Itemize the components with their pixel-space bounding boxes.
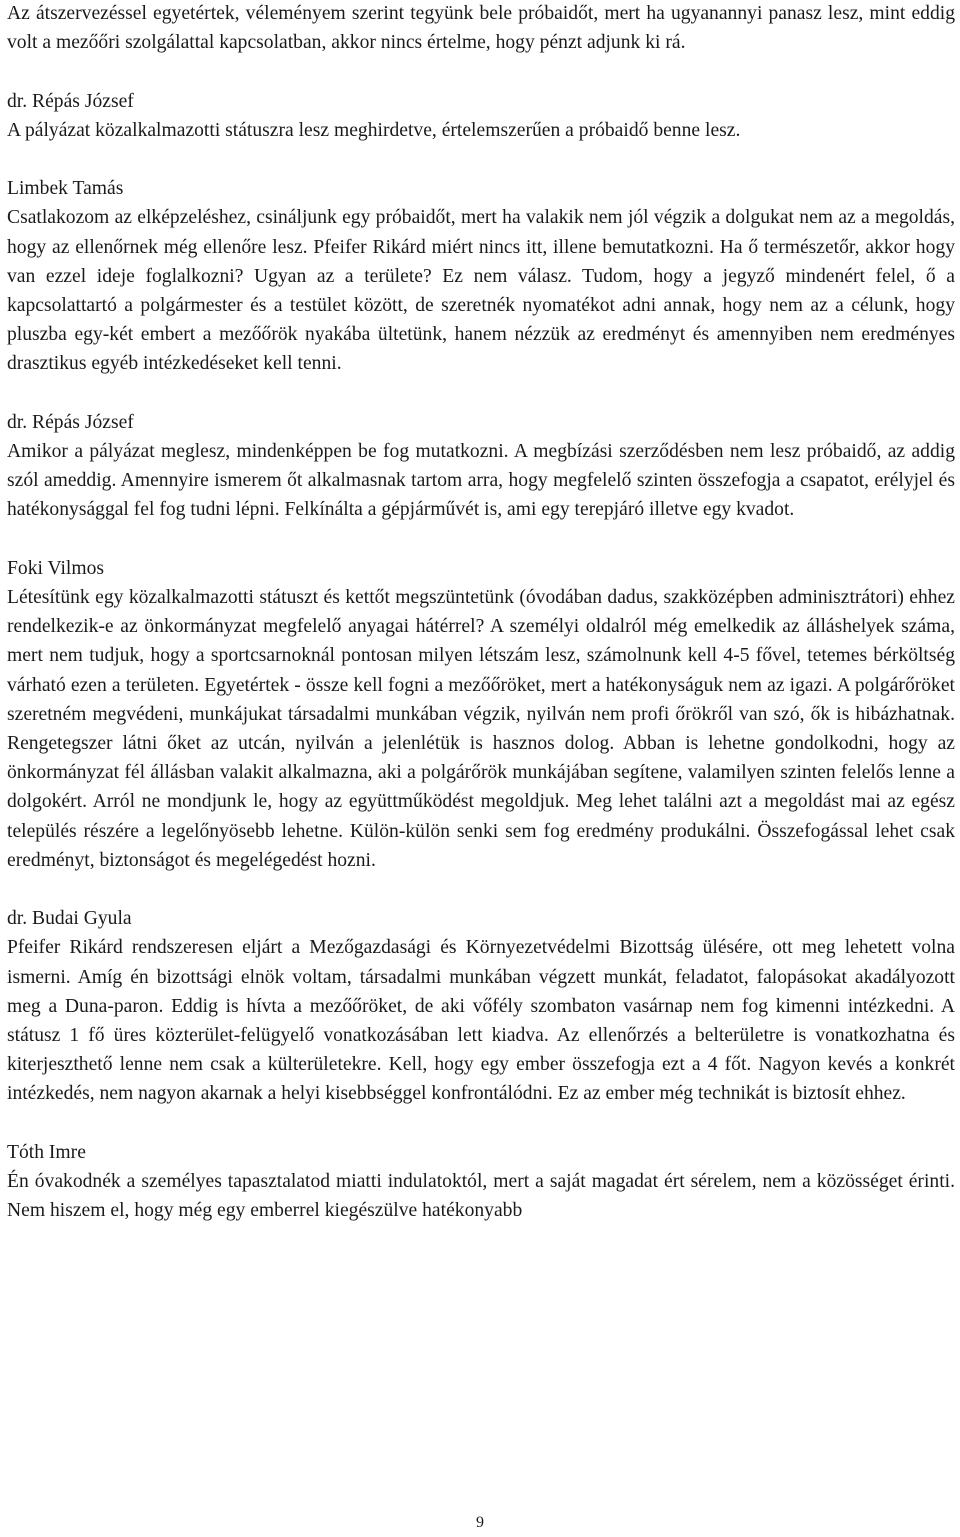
section-limbek (7, 174, 955, 378)
speaker-name: dr. Répás József (7, 411, 134, 433)
section-repas-1 (7, 87, 955, 145)
speech-paragraph: A pályázat közalkalmazotti státuszra lesz meghirdetve, értelemszerűen a próbaidő benne lesz. (7, 119, 741, 141)
speaker-name: Limbek Tamás (7, 178, 124, 200)
page-number: 9 (476, 1514, 484, 1531)
speaker-name: dr. Budai Gyula (7, 908, 132, 930)
speaker-name: dr. Répás József (7, 90, 134, 112)
speech-paragraph: Létesítünk egy közalkalmazotti státuszt és kettőt megszüntetünk (óvodában dadus, szakközépben adminisztrátori) ehhez rendelkezik-e az önkormányzat megfelelő anyagai hátérrel? A személyi oldalról még emelkedik az álláshelyek száma, mert nem tudjuk, hogy a sportcsarnoknál pontosan milyen létszám lesz, számolnunk kell 4-5 fővel, tetemes bérköltség várható ezen a területen. Egyetértek - össze kell fogni a mezőőröket, mert a hatékonyságuk nem az igazi. A polgárőröket szeretném megvédeni, munkájukat társadalmi munkában végzik, nyilván nem profi őrökről van szó, ők is hibázhatnak. Rengetegszer látni őket az utcán, nyilván a jelenlétük is hasznos dolog. Abban is lehetne gondolkodni, hogy az önkormányzat fél állásban valakit alkalmazna, aki a polgárőrök munkájában segítene, valamilyen szinten felelős lenne a dolgokért. Arról ne mondjunk le, hogy az együttműködést megoldjuk. Meg lehet találni azt a megoldást mai az egész település részére a legelőnyösebb lehetne. Külön-külön senki sem fog eredmény produkálni. Összefogással lehet csak eredményt, biztonságot és megelégedést hozni. (7, 587, 955, 871)
speech-paragraph: Csatlakozom az elképzeléshez, csináljunk egy próbaidőt, mert ha valakik nem jól végzik a dolgukat nem az a megoldás, hogy az ellenőrnek még ellenőre lesz. Pfeifer Rikárd miért nincs itt, illene bemutatkozni. Ha ő természetőr, akkor hogy van ezzel ideje foglalkozni? Ugyan az a területe? Ez nem válasz. Tudom, hogy a jegyző mindenért felel, ő a kapcsolattartó a polgármester és a testület között, de szeretnék nyomatékot adni annak, hogy nem az a célunk, hogy pluszba egy-két embert a mezőőrök nyakába ültetünk, hanem nézzük az eredményt és amennyiben nem eredményes drasztikus egyéb intézkedéseket kell tenni. (7, 207, 955, 375)
intro-paragraph: Az átszervezéssel egyetértek, véleményem szerint tegyünk bele próbaidőt, mert ha ugyanannyi panasz lesz, mint eddig volt a mezőőri szolgálattal kapcsolatban, akkor nincs értelme, hogy pénzt adjunk ki rá. (7, 3, 955, 54)
section-budai (7, 904, 955, 1108)
document-page (7, 0, 955, 1225)
speech-paragraph: Pfeifer Rikárd rendszeresen eljárt a Mezőgazdasági és Környezetvédelmi Bizottság ülésére, ott meg lehetett volna ismerni. Amíg én bizottsági elnök voltam, társadalmi munkában végzett munkát, feladatot, falopásokat akadályozott meg a Duna-paron. Eddig is hívta a mezőőröket, de aki vőfély szombaton vasárnap nem fog kimenni intézkedni. A státusz 1 fő üres közterület-felügyelő vonatkozásában lett kiadva. Az ellenőrzés a belterületre is vonatkozhatna és kiterjeszthető lenne nem csak a külterületekre. Kell, hogy egy ember összefogja ezt a 4 főt. Nagyon kevés a konkrét intézkedés, nem nagyon akarnak a helyi kisebbséggel konfrontálódni. Ez az ember még technikát is biztosít ehhez. (7, 937, 955, 1105)
section-foki (7, 554, 955, 875)
speech-paragraph: Én óvakodnék a személyes tapasztalatod miatti indulatoktól, mert a saját magadat ért sérelem, nem a közösséget érinti. Nem hiszem el, hogy még egy emberrel kiegészülve hatékonyabb (7, 1171, 955, 1222)
section-toth (7, 1138, 955, 1226)
speaker-name: Tóth Imre (7, 1141, 86, 1163)
section-repas-2 (7, 408, 955, 525)
speech-paragraph: Amikor a pályázat meglesz, mindenképpen be fog mutatkozni. A megbízási szerződésben nem lesz próbaidő, az addig szól ameddig. Amennyire ismerem őt alkalmasnak tartom arra, hogy megfelelő szinten összefogja a csapatot, erélyjel és hatékonysággal fel fog tudni lépni. Felkínálta a gépjárművét is, ami egy terepjáró illetve egy kvadot. (7, 441, 955, 521)
speaker-name: Foki Vilmos (7, 557, 105, 579)
